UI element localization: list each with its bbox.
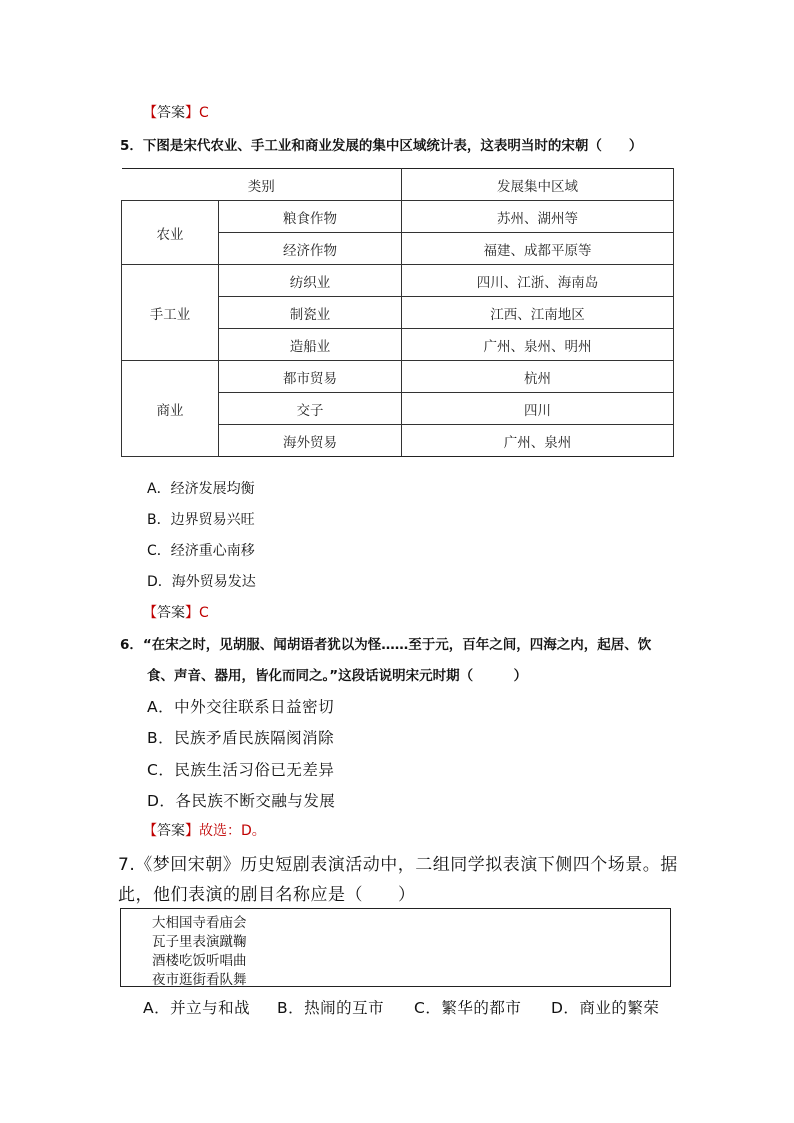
answer-line bbox=[143, 820, 266, 840]
question-7-stem-line1: 7.《梦回宋朝》历史短剧表演活动中，二组同学拟表演下侧四个场景。据 bbox=[118, 855, 678, 875]
option-c[interactable]: C．经济重心南移 bbox=[147, 543, 255, 559]
table-row bbox=[122, 361, 674, 393]
table-region-cell: 四川 bbox=[402, 393, 674, 425]
table-item-cell: 经济作物 bbox=[219, 233, 402, 265]
answer-label: 答案 bbox=[157, 605, 185, 621]
table-item-cell: 纺织业 bbox=[219, 265, 402, 297]
development-table bbox=[121, 168, 674, 457]
table-region-cell: 广州、泉州、明州 bbox=[402, 329, 674, 361]
table-item-cell: 海外贸易 bbox=[219, 425, 402, 457]
answer-bracket-close: 】 bbox=[185, 823, 199, 839]
scene-item: 酒楼吃饭听唱曲 bbox=[152, 953, 247, 969]
option-d[interactable]: D．海外贸易发达 bbox=[147, 574, 256, 590]
table-region-cell: 江西、江南地区 bbox=[402, 297, 674, 329]
answer-bracket-open: 【 bbox=[143, 605, 157, 621]
table-region-cell: 四川、江浙、海南岛 bbox=[402, 265, 674, 297]
question-6-stem-line2: 食、声音、器用，皆化而同之。”这段话说明宋元时期（ ） bbox=[147, 668, 528, 684]
table-region-cell: 苏州、湖州等 bbox=[402, 201, 674, 233]
option-a[interactable]: A．经济发展均衡 bbox=[147, 481, 255, 497]
table-category-cell: 农业 bbox=[122, 201, 219, 265]
option-d[interactable]: D．商业的繁荣 bbox=[551, 999, 660, 1017]
option-c[interactable]: C．繁华的都市 bbox=[414, 999, 522, 1017]
option-c[interactable]: C．民族生活习俗已无差异 bbox=[147, 761, 335, 779]
answer-bracket-open: 【 bbox=[143, 105, 157, 121]
option-b[interactable]: B．热闹的互市 bbox=[277, 999, 385, 1017]
table-item-cell: 制瓷业 bbox=[219, 297, 402, 329]
answer-bracket-open: 【 bbox=[143, 823, 157, 839]
scene-item: 大相国寺看庙会 bbox=[152, 915, 247, 931]
table-category-cell: 商业 bbox=[122, 361, 219, 457]
scene-item: 夜市逛街看队舞 bbox=[152, 972, 247, 988]
answer-value: C bbox=[199, 105, 209, 121]
table-item-cell: 造船业 bbox=[219, 329, 402, 361]
option-b[interactable]: B．民族矛盾民族隔阂消除 bbox=[147, 729, 335, 747]
scene-item: 瓦子里表演蹴鞠 bbox=[152, 934, 247, 950]
table-row bbox=[122, 201, 674, 233]
answer-line bbox=[143, 602, 209, 622]
table-item-cell: 都市贸易 bbox=[219, 361, 402, 393]
option-d[interactable]: D．各民族不断交融与发展 bbox=[147, 792, 336, 810]
option-a[interactable]: A．中外交往联系日益密切 bbox=[147, 698, 335, 716]
table-region-cell: 福建、成都平原等 bbox=[402, 233, 674, 265]
answer-value: C bbox=[199, 605, 209, 621]
answer-label: 答案 bbox=[157, 105, 185, 121]
table-item-cell: 交子 bbox=[219, 393, 402, 425]
answer-value: 故选：D。 bbox=[199, 823, 266, 839]
table-header-region: 发展集中区域 bbox=[402, 169, 674, 201]
answer-bracket-close: 】 bbox=[185, 105, 199, 121]
table-item-cell: 粮食作物 bbox=[219, 201, 402, 233]
table-header-category: 类别 bbox=[122, 169, 402, 201]
question-6-stem-line1: 6．“在宋之时，见胡服、闻胡语者犹以为怪……至于元，百年之间，四海之内，起居、饮 bbox=[120, 637, 652, 653]
table-region-cell: 杭州 bbox=[402, 361, 674, 393]
answer-line bbox=[143, 102, 209, 122]
scene-list-box bbox=[120, 908, 671, 987]
question-5-stem: 5．下图是宋代农业、手工业和商业发展的集中区域统计表，这表明当时的宋朝（ ） bbox=[120, 138, 643, 154]
table-category-cell: 手工业 bbox=[122, 265, 219, 361]
table-row bbox=[122, 265, 674, 297]
option-a[interactable]: A．并立与和战 bbox=[143, 999, 251, 1017]
option-b[interactable]: B．边界贸易兴旺 bbox=[147, 512, 255, 528]
question-7-stem-line2: 此，他们表演的剧目名称应是（ ） bbox=[118, 885, 416, 905]
answer-bracket-close: 】 bbox=[185, 605, 199, 621]
table-header-row bbox=[122, 169, 674, 201]
answer-label: 答案 bbox=[157, 823, 185, 839]
table-region-cell: 广州、泉州 bbox=[402, 425, 674, 457]
